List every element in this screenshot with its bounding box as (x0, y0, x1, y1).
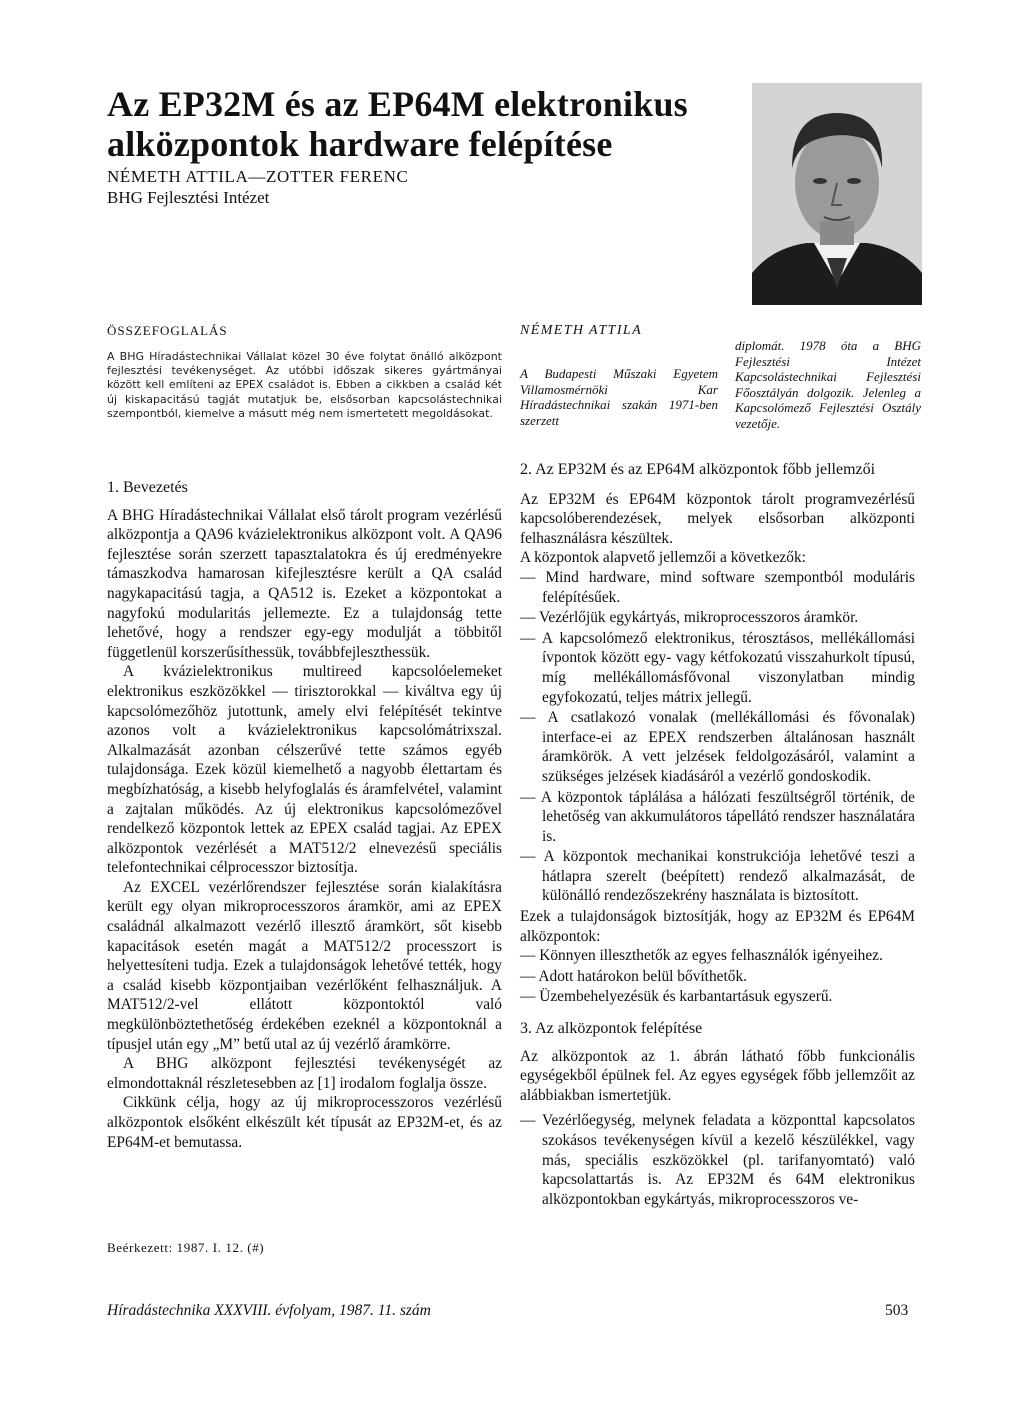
authors: NÉMETH ATTILA—ZOTTER FERENC (107, 167, 409, 186)
paragraph: Ezek a tulajdonságok biztosítják, hogy az EP32M és EP64M alközpontok: (520, 908, 915, 945)
section-2-heading: 2. Az EP32M és az EP64M alközpontok főbb jellemzői (520, 461, 876, 478)
article-title: Az EP32M és az EP64M elektronikus alközpontok hardware felépítése (107, 84, 688, 164)
bio-name: NÉMETH ATTILA (520, 323, 643, 338)
paragraph: A BHG alközpont fejlesztési tevékenységét az elmondottaknál részletesebben az [1] irodalom foglalja össze. (107, 1055, 502, 1092)
list-item: — A csatlakozó vonalak (mellékállomási és fővonalak) interface-ei az EPEX rendszerben általánosan használt áramkörök. A vett jelzések feldolgozásáról, valamint a szükséges jelzések kiadásáról a vezérlő gondoskodik. (520, 709, 915, 785)
list-item: — A kapcsolómező elektronikus, térosztásos, mellékállomási ívpontok között egy- vagy kétfokozatú visszahurkolt típusú, míg mellékállomásfővonal viszonylatban mindig egyfokozatú, teljes mátrix jellegű. (520, 629, 915, 706)
paragraph: A BHG Híradástechnikai Vállalat első tárolt program vezérlésű alközpontja a QA96 kvázielektronikus alközpont volt. A QA96 fejlesztése során szerzett tapasztalatokra és új eredményekre támaszkodva hamarosan kifejlesztésre került a QA család nagykapacitású tagja, a QA512 is. Ezeket a központokat a nagyfokú modularitás jellemezte. Ez a tulajdonság tette lehetővé, hogy a rendszer egy-egy modulját a többitől függetlenül korszerűsíthessük, továbbfejleszthessük. (107, 506, 502, 661)
list-item: — Üzembehelyezésük és karbantartásuk egyszerű. (520, 988, 833, 1006)
list-item: — Adott határokon belül bővíthetők. (520, 967, 747, 985)
paragraph: Az alközpontok az 1. ábrán látható főbb funkcionális egységekből épülnek fel. Az egyes egységek főbb jellemzőit az alábbiakban ismertetjük. (520, 1047, 915, 1104)
bio-text-2: diplomát. 1978 óta a BHG Fejlesztési Intézet Kapcsolástechnikai Fejlesztési Főosztályán dolgozik. Jelenleg a Kapcsolómező Fejlesztési Osztály vezetője. (735, 338, 921, 431)
author-photo (752, 83, 922, 305)
abstract-text: A BHG Híradástechnikai Vállalat közel 30 éve folytat önálló alközpont fejlesztési tevékenységet. Az utóbbi időszak sikeres gyártmányai között kell említeni az EPEX családot is. Ebben a cikkben a család két új kiskapacitású tagját mutatjuk be, elsősorban kapcsolástechnikai szempontból, kiemelve a másutt még nem ismertetett megoldásokat. (107, 350, 502, 420)
received-date: Beérkezett: 1987. I. 12. (#) (107, 1240, 265, 1255)
bio-text-1: A Budapesti Műszaki Egyetem Villamosmérnöki Kar Híradástechnikai szakán 1971-ben szerzett (520, 366, 718, 428)
section-1-heading: 1. Bevezetés (107, 479, 188, 496)
section-2 (520, 460, 915, 1210)
list-item: — Mind hardware, mind software szempontból moduláris felépítésűek. (520, 568, 915, 606)
list-item: — Vezérlőegység, melynek feladata a központtal kapcsolatos szokásos tevékenységen kívül a kezelő készülékkel, vagy más, speciális eszközökkel (pl. tarifanyomtató) való kapcsolattartás is. Az EP32M és 64M elektronikus alközpontokban egykártyás, mikroprocesszoros ve- (520, 1112, 915, 1208)
paragraph: A központok alapvető jellemzői a következők: (520, 549, 806, 567)
portrait-image (752, 83, 922, 305)
list-item: — Vezérlőjük egykártyás, mikroprocesszoros áramkör. (520, 609, 859, 627)
journal-footer: Híradástechnika XXXVIII. évfolyam, 1987. 11. szám (107, 1302, 431, 1319)
paragraph: Cikkünk célja, hogy az új mikroprocesszoros vezérlésű alközpontok elsőként elkészült két típusát az EP32M-et, és az EP64M-et bemutassa. (107, 1094, 502, 1151)
list-item: — Könnyen illeszthetők az egyes felhasználók igényeihez. (520, 947, 883, 965)
section-1 (107, 478, 502, 1152)
paragraph: Az EP32M és EP64M központok tárolt programvezérlésű kapcsolóberendezések, melyek elsősorban alközponti felhasználásra készültek. (520, 490, 915, 547)
page-number: 503 (885, 1302, 909, 1319)
paragraph: A kvázielektronikus multireed kapcsolóelemeket elektronikus eszközökkel — tirisztorokkal — kiváltva egy új kapcsolómezőhöz jutottunk, amely elvi felépítését tekintve azonos volt a kvázielektronikus kapcsolómátrixszal. Alkalmazását azonban célszerűvé tette számos egyéb tulajdonsága. Ezek közül kiemelhető a nagyobb élettartam és megbízhatóság, a kisebb helyfoglalás és áramfelvétel, valamint a zajtalan működés. Az új elektronikus kapcsolómezővel rendelkező központok lettek az EPEX család tagjai. Az EPEX alközpontok vezérlését a MAT512/2 elnevezésű speciális telefontechnikai célprocesszor biztosítja. (107, 663, 502, 877)
section-3-heading: 3. Az alközpontok felépítése (520, 1020, 703, 1038)
abstract-heading: ÖSSZEFOGLALÁS (107, 323, 228, 338)
list-item: — A központok táplálása a hálózati feszültségről történik, de lehetőség van akkumulátoros tápellátó rendszer használatára is. (520, 788, 915, 845)
list-item: — A központok mechanikai konstrukciója lehetővé teszi a hátlapra szerelt (beépített) rendező alkalmazását, de különálló rendezőszekrény használata is biztosított. (520, 848, 915, 905)
paragraph: Az EXCEL vezérlőrendszer fejlesztése során kialakításra került egy olyan mikroprocesszoros áramkör, ami az EPEX családnál alkalmazott vezérlő illesztő áramkört, sőt kisebb kapacitások esetén magát a MAT512/2 processzort is helyettesíteni tudja. Ezek a tulajdonságok lehetővé tették, hogy a család kisebb központjaiban vezérlőként felhasználjuk. A MAT512/2-vel ellátott központoktól való megkülönböztethetőség érdekében ezeknél a központoknál a típusjel után egy „M” betű utal az új vezérlő áramkörre. (107, 878, 502, 1053)
institution: BHG Fejlesztési Intézet (107, 188, 270, 207)
